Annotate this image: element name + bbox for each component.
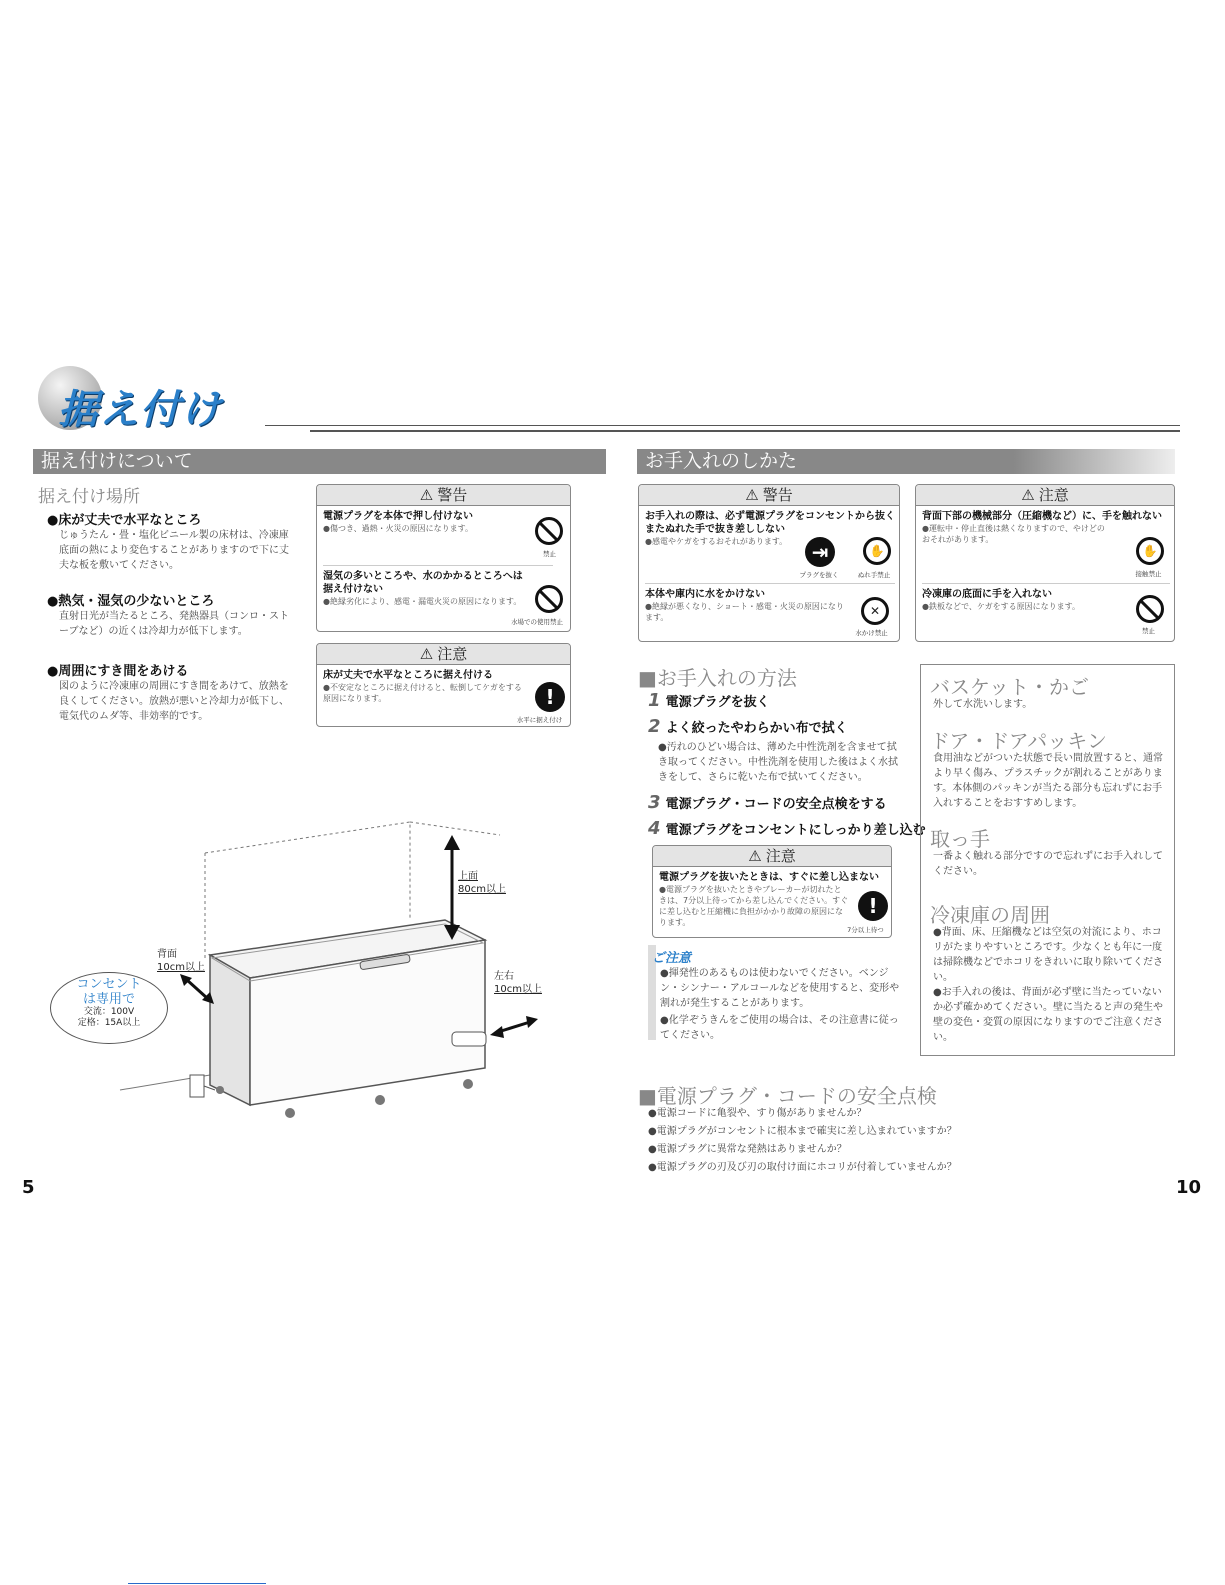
warning-box-head: ⚠ 警告 (317, 485, 570, 506)
care-parts-panel (920, 664, 1175, 1056)
caution-box (652, 845, 892, 938)
notice-item: ●化学ぞうきんをご使用の場合は、その注意書に従ってください。 (660, 1015, 899, 1041)
warning-text: ●傷つき、過熱・火災の原因になります。 (323, 524, 474, 533)
warning-text: ●感電やケガをするおそれがあります。 (645, 537, 788, 546)
caution-box (915, 484, 1175, 642)
unplug-icon: ⇥ (805, 537, 835, 567)
step-note: ●汚れのひどい場合は、薄めた中性洗剤を含ませて拭き取ってください。中性洗剤を使用した後はよく水拭きをして、さらに乾いた布で拭いてください。 (658, 742, 898, 783)
warning-box (316, 484, 571, 632)
caution-text: ●不安定なところに据え付けると、転倒してケガをする原因になります。 (323, 683, 522, 703)
warning-text: ●絶縁劣化により、感電・漏電火災の原因になります。 (323, 597, 522, 606)
title-rule (265, 425, 1180, 426)
install-item-head: ●周囲にすき間をあける (47, 664, 189, 679)
icon-caption: 禁止 (543, 550, 556, 558)
page-number-right: 10 (1176, 1177, 1202, 1198)
install-item (47, 509, 292, 573)
section-bar-installation: 据え付けについて (33, 449, 606, 474)
warning-box (638, 484, 900, 642)
warning-box-head: ⚠ 警告 (639, 485, 899, 506)
no-water-splash-icon: ✕ (861, 597, 889, 625)
warning-title: 電源プラグを本体で押し付けない (323, 511, 473, 522)
install-item-text: じゅうたん・畳・塩化ビニール製の床材は、冷凍庫底面の熱により変色することがありますので下に丈夫な板を敷いてください。 (59, 530, 289, 571)
icon-caption: 水場での使用禁止 (511, 618, 563, 626)
step-item: 2 よく絞ったやわらかい布で拭く (648, 716, 848, 737)
no-water-icon (535, 585, 563, 613)
top-clearance-label: 上面 80cm以上 (458, 871, 506, 895)
handle-text: 一番よく触れる部分ですので忘れずにお手入れしてください。 (933, 851, 1163, 877)
caution-title: 電源プラグを抜いたときは、すぐに差し込まない (659, 872, 879, 883)
safety-item: ●電源プラグがコンセントに根本まで確実に差し込まれていますか？ (648, 1126, 957, 1137)
safety-item: ●電源プラグに異常な発熱はありませんか？ (648, 1144, 847, 1155)
around-heading: 冷凍庫の周囲 (930, 903, 1050, 927)
step-item: 1 電源プラグを抜く (648, 690, 770, 711)
icon-caption: 水かけ禁止 (855, 629, 888, 637)
caution-title: 床が丈夫で水平なところに据え付ける (323, 670, 493, 681)
warning-title: お手入れの際は、必ず電源プラグをコンセントから抜くまたぬれた手で抜き差ししない (645, 511, 895, 535)
warning-title: 湿気の多いところや、水のかかるところへは据え付けない (323, 571, 523, 595)
icon-caption: 接触禁止 (1135, 570, 1162, 578)
icon-caption: 禁止 (1142, 627, 1155, 635)
icon-caption: 水平に据え付け (516, 716, 563, 724)
caution-text: ●鉄板などで、ケガをする原因になります。 (922, 602, 1081, 611)
no-touch-icon: ✋ (1136, 537, 1164, 565)
caution-triangle-icon: ⚠ (1021, 486, 1035, 504)
around-item: ●お手入れの後は、背面が必ず壁に当たっていないか必ず確かめてください。壁に当たると声の発生や壁の変色・変質の原因になりますのでご注意ください。 (933, 987, 1163, 1043)
around-item: ●背面、床、圧縮機などは空気の対流により、ホコリがたまりやすいところです。少なくとも年に一度は掃除機などでホコリをきれいに取り除いてください。 (933, 927, 1163, 983)
caution-triangle-icon: ⚠ (748, 847, 762, 865)
install-item (47, 660, 292, 724)
subsection-title: 据え付け場所 (38, 487, 140, 507)
warning-triangle-icon: ⚠ (419, 486, 434, 504)
install-item-head: ●熱気・湿気の少ないところ (47, 594, 215, 609)
mandatory-icon: ! (858, 891, 888, 921)
bottom-underline (128, 1583, 266, 1584)
installation-diagram (40, 800, 560, 1140)
basket-text: 外して水洗いします。 (933, 699, 1033, 710)
caution-triangle-icon: ⚠ (419, 645, 434, 663)
caution-box (316, 643, 571, 727)
safety-item: ●電源コードに亀裂や、すり傷がありませんか？ (648, 1108, 867, 1119)
notice-item: ●揮発性のあるものは使わないでください。ベンジン・シンナー・アルコールなどを使用すると、変形や割れが発生することがあります。 (660, 968, 900, 1009)
warning-text: ●絶縁が悪くなり、ショート・感電・火災の原因になります。 (645, 602, 844, 622)
no-wet-hands-icon: ✋ (863, 537, 891, 565)
back-clearance-label: 背面 10cm以上 (157, 949, 205, 973)
mandatory-icon: ! (535, 682, 565, 712)
caution-title: 背面下部の機械部分（圧縮機など）に、手を触れない (922, 511, 1162, 522)
caution-box-head: ⚠ 注意 (916, 485, 1174, 506)
step-item: 3 電源プラグ・コードの安全点検をする (648, 792, 887, 813)
door-text: 食用油などがついた状態で長い間放置すると、通常より早く傷み、プラスチックが割れることがあります。本体側のパッキンが当たる部分も忘れずにお手入れすることをおすすめします。 (933, 753, 1163, 809)
notice-heading: ご注意 (652, 951, 692, 966)
caution-box-head: ⚠ 注意 (653, 846, 891, 867)
warning-title: 本体や庫内に水をかけない (645, 589, 765, 600)
method-heading: ■お手入れの方法 (638, 666, 797, 690)
caution-box-head: ⚠ 注意 (317, 644, 570, 665)
prohibited-icon (1136, 595, 1164, 623)
handle-heading: 取っ手 (930, 827, 990, 851)
door-heading: ドア・ドアパッキン (930, 729, 1107, 753)
side-clearance-label: 左右 10cm以上 (494, 971, 542, 995)
caution-text: ●運転中・停止直後は熱くなりますので、やけどのおそれがあります。 (922, 524, 1105, 544)
install-item-head: ●床が丈夫で水平なところ (47, 513, 202, 528)
title-rule (310, 430, 1180, 432)
icon-caption: ぬれ手禁止 (857, 571, 891, 579)
page-title: 据え付け (58, 387, 222, 433)
warning-triangle-icon: ⚠ (745, 486, 759, 504)
safety-heading: ■電源プラグ・コードの安全点検 (638, 1084, 937, 1108)
caution-text: ●電源プラグを抜いたときやブレーカーが切れたときは、7分以上待ってから差し込んでください。すぐに差し込むと圧縮機に負担がかかり故障の原因になります。 (659, 885, 849, 927)
install-item-text: 図のように冷凍庫の周囲にすき間をあけて、放熱を良くしてください。放熱が悪いと冷却力が低下し、電気代のムダ等、非効率的です。 (59, 681, 289, 722)
basket-heading: バスケット・かご (930, 675, 1089, 699)
install-item-text: 直射日光が当たるところ、発熱器具（コンロ・ストーブなど）の近くは冷却力が低下します。 (59, 611, 289, 637)
outlet-callout: コンセント は専用で 交流：100V 定格：15A以上 (50, 972, 168, 1044)
step-item: 4 電源プラグをコンセントにしっかり差し込む (648, 818, 926, 839)
prohibited-icon (535, 517, 563, 545)
icon-caption: 7分以上待つ (847, 926, 884, 934)
section-bar-care: お手入れのしかた (637, 449, 1175, 474)
install-item (47, 590, 292, 639)
page-number-left: 5 (22, 1177, 35, 1198)
caution-title: 冷凍庫の底面に手を入れない (922, 589, 1052, 600)
icon-caption: プラグを抜く (799, 571, 839, 579)
safety-item: ●電源プラグの刃及び刃の取付け面にホコリが付着していませんか？ (648, 1162, 957, 1173)
